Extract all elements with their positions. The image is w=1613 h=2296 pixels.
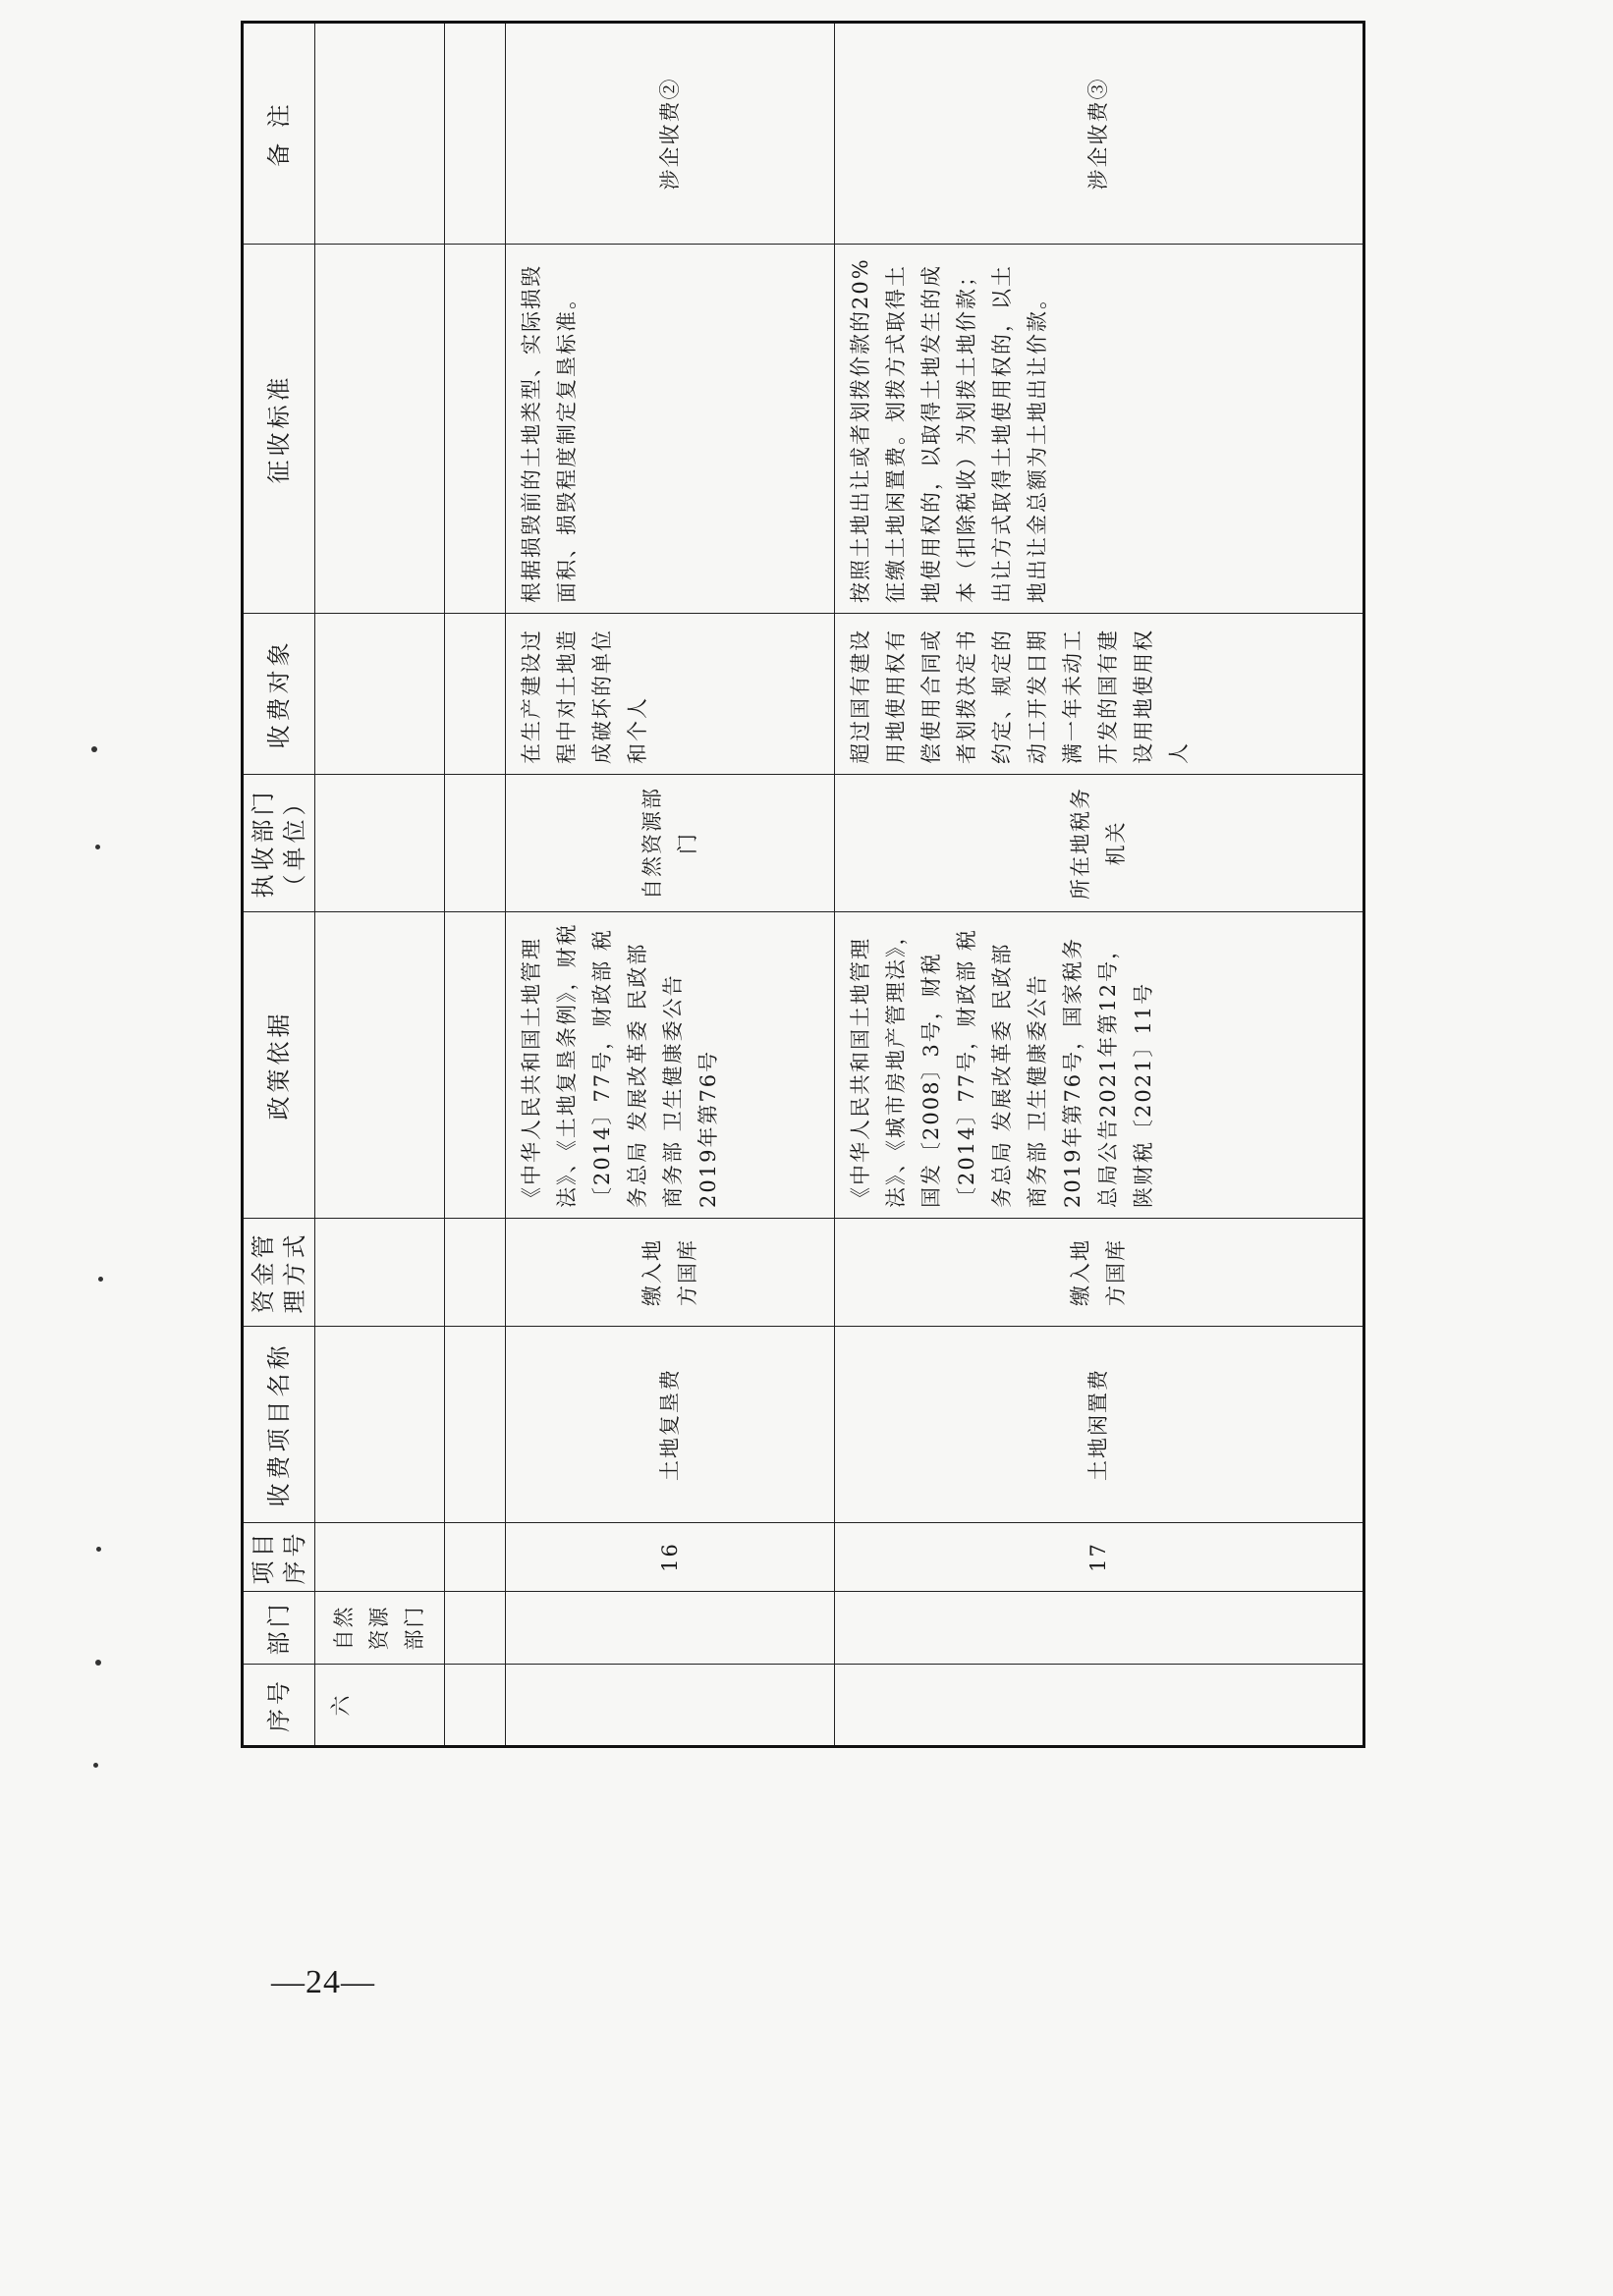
- header-item-no: 项目序号: [243, 1523, 315, 1592]
- remarks: [834, 23, 1363, 245]
- scan-speck: [95, 845, 100, 849]
- table-row: [506, 23, 835, 1747]
- header-collector: 执收部门（单位）: [243, 775, 315, 912]
- section-row: [315, 23, 445, 1747]
- policy-basis: 《中华人民共和国土地管理法》、《城市房地产管理法》，国发〔2008〕3号，财税〔2014〕77号，财政部 税务总局 发展改革委 民政部 商务部 卫生健康委公告2019年第76号，国家税务总局公告2021年第12号，陕财税〔2021〕11号: [834, 912, 1363, 1219]
- section-seq: 六: [315, 1665, 445, 1747]
- empty-cell: [315, 23, 445, 245]
- empty-cell: [834, 1665, 1363, 1747]
- fee-payer: 在生产建设过程中对土地造成破坏的单位和个人: [506, 614, 835, 775]
- section-dept: 自然资源部门: [315, 1592, 445, 1665]
- empty-cell: [834, 1592, 1363, 1665]
- policy-basis: 《中华人民共和国土地管理法》、《土地复垦条例》，财税〔2014〕77号，财政部 税务总局 发展改革委 民政部 商务部 卫生健康委公告2019年第76号: [506, 912, 835, 1219]
- remarks: [506, 23, 835, 245]
- table-row: [834, 23, 1363, 1747]
- remark-text: 涉企收费②: [657, 77, 682, 191]
- collection-standard: 根据损毁前的土地类型、实际损毁面积、损毁程度制定复垦标准。: [506, 245, 835, 614]
- empty-cell: [315, 614, 445, 775]
- empty-cell: [444, 23, 505, 245]
- header-policy: 政策依据: [243, 912, 315, 1219]
- scan-speck: [93, 1763, 98, 1768]
- page-number: —24—: [271, 1964, 375, 2000]
- collecting-dept: 所在地税务机关: [834, 775, 1363, 912]
- empty-cell: [315, 245, 445, 614]
- table-header-row: [243, 23, 315, 1747]
- scan-speck: [95, 1660, 101, 1666]
- empty-cell: [444, 614, 505, 775]
- header-seq: 序号: [243, 1665, 315, 1747]
- empty-cell: [444, 245, 505, 614]
- fee-table-frame: [241, 77, 1365, 1748]
- empty-cell: [506, 1592, 835, 1665]
- item-number: 17: [834, 1523, 1363, 1592]
- item-number: 16: [506, 1523, 835, 1592]
- header-standard: 征收标准: [243, 245, 315, 614]
- scan-speck: [91, 746, 97, 752]
- empty-cell: [315, 775, 445, 912]
- fee-name: 土地复垦费: [506, 1327, 835, 1523]
- header-fee-name: 收费项目名称: [243, 1327, 315, 1523]
- empty-cell: [444, 1592, 505, 1665]
- empty-cell: [315, 1523, 445, 1592]
- empty-cell: [315, 912, 445, 1219]
- spacer-row: [444, 23, 505, 1747]
- remark-text: 涉企收费③: [1086, 77, 1111, 191]
- scan-speck: [98, 1277, 103, 1282]
- empty-cell: [315, 1327, 445, 1523]
- empty-cell: [444, 1523, 505, 1592]
- fee-table: [241, 21, 1365, 1748]
- header-payer: 收费对象: [243, 614, 315, 775]
- fund-mgmt: 缴入地方国库: [834, 1219, 1363, 1327]
- empty-cell: [444, 1327, 505, 1523]
- header-remarks: 备 注: [243, 23, 315, 245]
- empty-cell: [444, 1219, 505, 1327]
- fee-name: 土地闲置费: [834, 1327, 1363, 1523]
- fund-mgmt: 缴入地方国库: [506, 1219, 835, 1327]
- empty-cell: [444, 775, 505, 912]
- header-dept: 部门: [243, 1592, 315, 1665]
- empty-cell: [444, 1665, 505, 1747]
- fee-payer: 超过国有建设用地使用权有偿使用合同或者划拨决定书约定、规定的动工开发日期满一年未动工开发的国有建设用地使用权人: [834, 614, 1363, 775]
- scan-speck: [96, 1547, 101, 1552]
- empty-cell: [506, 1665, 835, 1747]
- empty-cell: [315, 1219, 445, 1327]
- collection-standard: 按照土地出让或者划拨价款的20%征缴土地闲置费。划拨方式取得土地使用权的，以取得土地发生的成本（扣除税收）为划拨土地价款；出让方式取得土地使用权的，以土地出让金总额为土地出让价款。: [834, 245, 1363, 614]
- empty-cell: [444, 912, 505, 1219]
- collecting-dept: 自然资源部门: [506, 775, 835, 912]
- header-fund-mgmt: 资金管理方式: [243, 1219, 315, 1327]
